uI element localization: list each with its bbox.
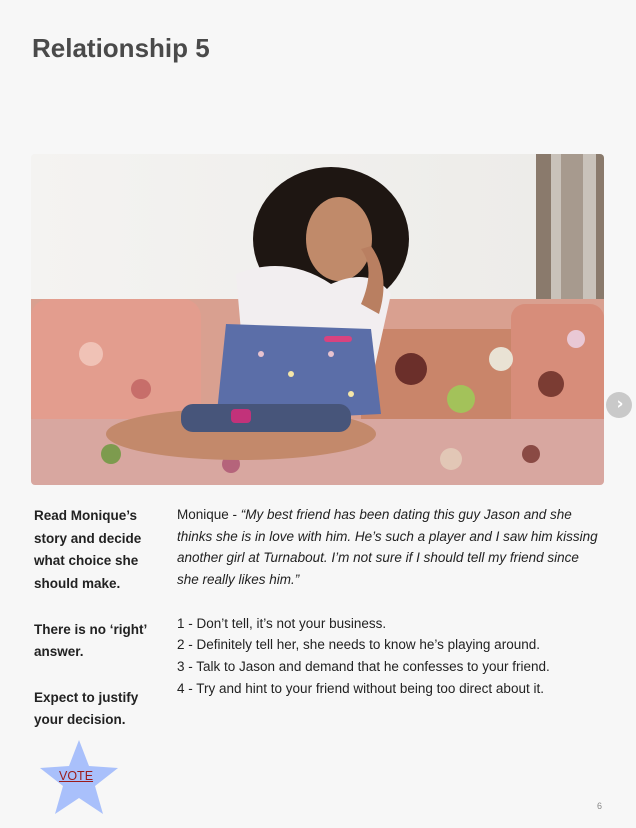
story-paragraph <box>177 504 602 591</box>
story-photo <box>31 154 604 485</box>
choice-item-3: 3 - Talk to Jason and demand that he confesses to your friend. <box>177 658 550 674</box>
story-speaker: Monique - <box>177 507 241 522</box>
photo-illustration <box>31 154 604 485</box>
page-title: Relationship 5 <box>32 33 210 63</box>
story-text <box>177 504 602 699</box>
choice-item-4: 4 - Try and hint to your friend without being too direct about it. <box>177 680 544 696</box>
story-quote: “My best friend has been dating this guy Jason and she thinks she is in love with him. He’s such a player and I saw him kissing another girl at Turnabout. I’m not sure if I should tell my friend since she really likes him.” <box>177 507 598 588</box>
instruction-justify: Expect to justify your decision. <box>34 689 139 728</box>
choice-item-2: 2 - Definitely tell her, she needs to know he’s playing around. <box>177 637 540 653</box>
choices-list <box>177 613 602 700</box>
instruction-no-right-answer: There is no ‘right’ answer. <box>34 621 147 660</box>
instructions-sidebar <box>34 505 166 755</box>
page-number: 6 <box>597 801 603 811</box>
chevron-right-icon: › <box>616 394 624 414</box>
next-page-button[interactable] <box>606 392 632 418</box>
instruction-read-story: Read Monique’s story and decide what choice she should make. <box>34 508 142 592</box>
vote-link[interactable]: VOTE <box>59 769 94 783</box>
choice-item-1: 1 - Don’t tell, it’s not your business. <box>177 615 387 631</box>
